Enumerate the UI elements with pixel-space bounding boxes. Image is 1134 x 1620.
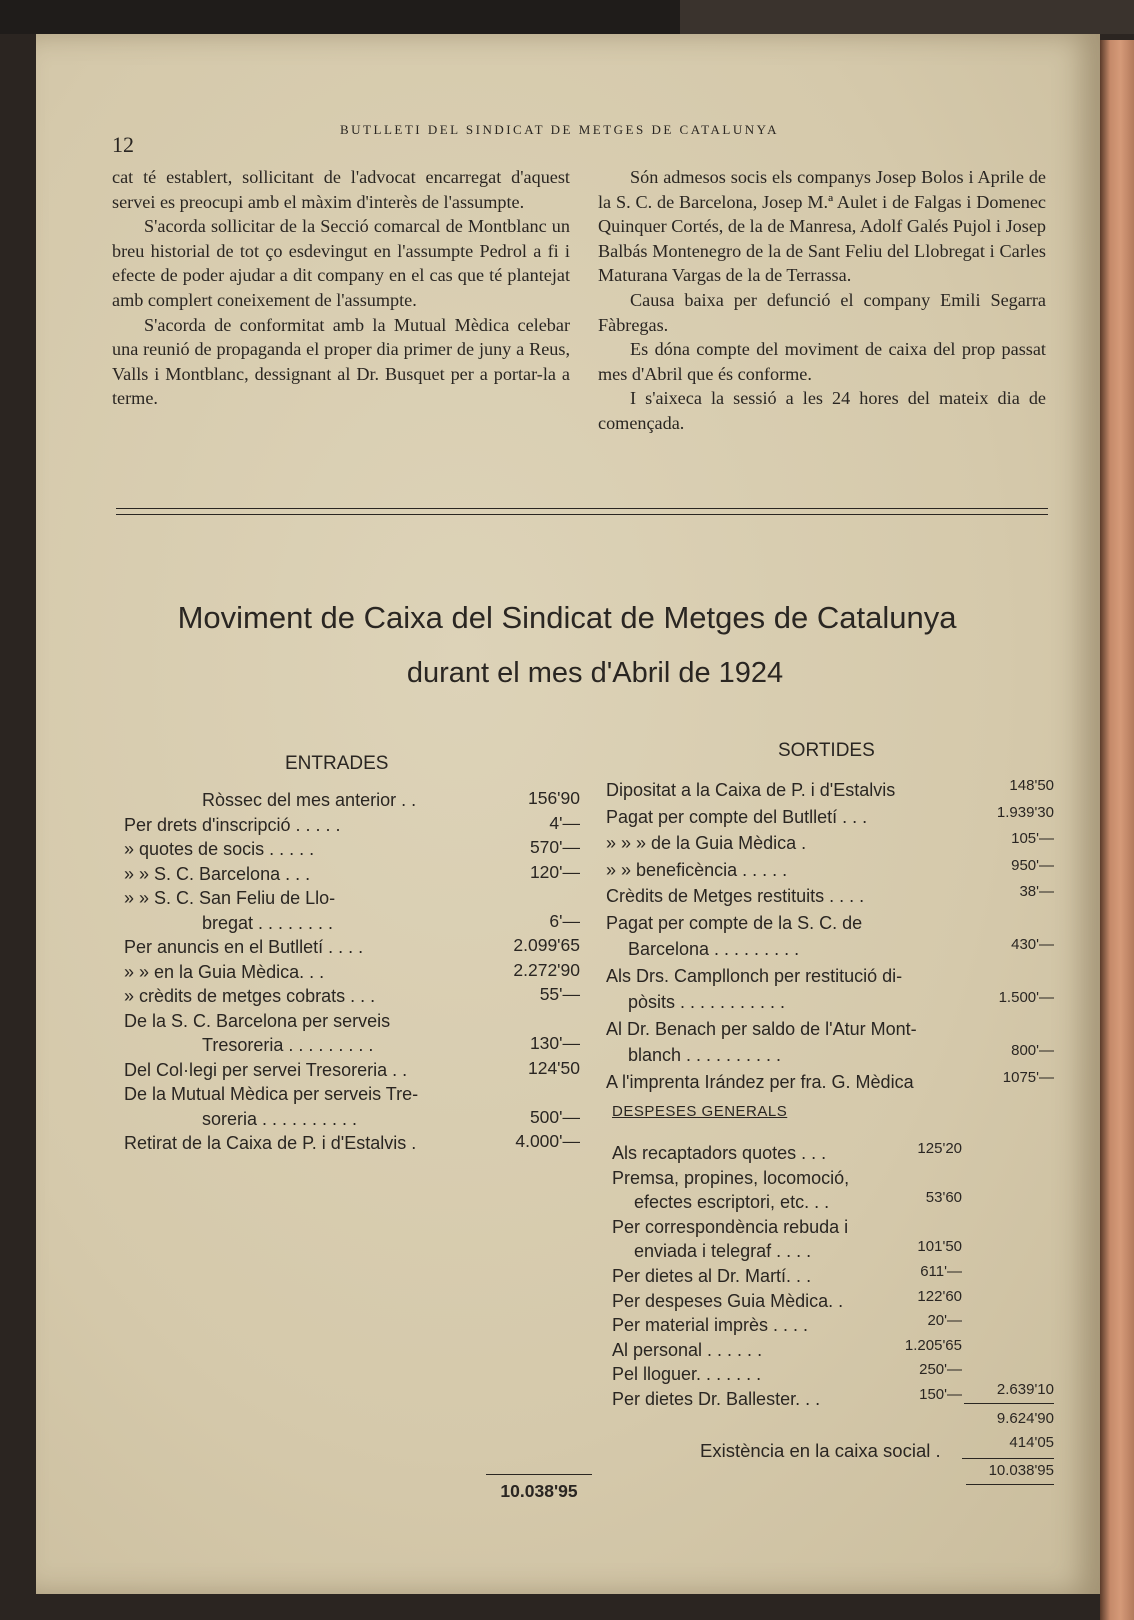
sortides-row-label: Als Drs. Campllonch per restitució di- xyxy=(606,965,903,986)
sortides-row-amount: 1.939'30 xyxy=(996,803,1054,821)
entrades-row-label: Del Col·legi per servei Tresoreria . . xyxy=(124,1059,408,1080)
right-text-column xyxy=(598,165,1046,436)
entrades-row-label: Tresoreria . . . . . . . . . xyxy=(202,1035,374,1055)
left-paragraph-3: S'acorda de conformitat amb la Mutual Mèdica celebar una reunió de propaganda el proper dia primer de juny a Reus, Valls i Montblanc, dessignant al Dr. Busquet per a portar-la a terme. xyxy=(112,314,570,409)
entrades-row-amount: 570'— xyxy=(529,837,580,857)
right-paragraph-2: Causa baixa per defunció el company Emili Segarra Fàbregas. xyxy=(598,289,1046,335)
page-number: 12 xyxy=(112,132,134,157)
book-spine xyxy=(1100,40,1134,1620)
despeses-row-label: enviada i telegraf . . . . xyxy=(634,1241,812,1262)
entrades-row-label: Per drets d'inscripció . . . . . xyxy=(124,814,341,835)
sortides-row-amount: 38'— xyxy=(1019,883,1054,900)
sortides-total: 10.038'95 xyxy=(988,1462,1054,1479)
divider-rule-bottom xyxy=(116,514,1048,515)
existencia-label: Existència en la caixa social . xyxy=(700,1440,941,1461)
despeses-row-amount: 101'50 xyxy=(917,1238,962,1256)
entrades-row-label: Per anuncis en el Butlletí . . . . xyxy=(124,937,364,957)
despeses-row-amount: 1.205'65 xyxy=(904,1336,962,1354)
sum-outputs: 9.624'90 xyxy=(996,1410,1054,1427)
despeses-row-amount: 250'— xyxy=(919,1361,962,1379)
sortides-heading: SORTIDES xyxy=(778,740,875,761)
entrades-row-label: De la Mutual Mèdica per serveis Tre- xyxy=(124,1084,419,1104)
entrades-row-amount: 2.272'90 xyxy=(513,959,580,980)
sortides-row-label: » » beneficència . . . . . xyxy=(606,859,788,880)
sortides-row-amount: 1.500'— xyxy=(998,989,1054,1006)
entrades-row-label: » » S. C. Barcelona . . . xyxy=(124,863,311,884)
sortides-row-label: pòsits . . . . . . . . . . . xyxy=(628,992,786,1012)
sortides-row-label: Barcelona . . . . . . . . . xyxy=(628,939,800,959)
sortides-row-label: A l'imprenta Irández per fra. G. Mèdica xyxy=(606,1071,914,1092)
right-paragraph-3: Es dóna compte del moviment de caixa del prop passat mes d'Abril que és conforme. xyxy=(598,339,1046,384)
sortides-row-amount: 950'— xyxy=(1011,856,1054,874)
entrades-row-amount: 2.099'65 xyxy=(513,935,580,955)
entrades-row-label: Retirat de la Caixa de P. i d'Estalvis . xyxy=(124,1133,417,1153)
sortides-row-label: blanch . . . . . . . . . . xyxy=(628,1045,782,1065)
left-paragraph-2: S'acorda sollicitar de la Secció comarcal de Montblanc un breu historial de tot ço esdevingut en l'assumpte Pedrol a fi i efecte de poder ajudar a dit company en el cas que té plantejat amb complert coneixement de l'assumpte. xyxy=(112,216,570,310)
despeses-row-label: Per dietes al Dr. Martí. . . xyxy=(612,1266,812,1286)
entrades-row-label: » crèdits de metges cobrats . . . xyxy=(124,986,376,1006)
despeses-row-label: Per correspondència rebuda i xyxy=(612,1216,849,1237)
entrades-row-label: De la S. C. Barcelona per serveis xyxy=(124,1010,391,1031)
entrades-row-amount: 120'— xyxy=(529,861,580,882)
entrades-row-label: bregat . . . . . . . . xyxy=(202,912,334,933)
entrades-row-label: » quotes de socis . . . . . xyxy=(124,839,315,859)
entrades-row-amount: 500'— xyxy=(529,1106,580,1127)
despeses-heading: DESPESES GENERALS xyxy=(612,1103,788,1120)
divider-rule-top xyxy=(116,508,1048,509)
entrades-row-amount: 55'— xyxy=(539,984,580,1004)
despeses-row-label: Premsa, propines, locomoció, xyxy=(612,1167,850,1188)
entrades-row-label: » » en la Guia Mèdica. . . xyxy=(124,961,325,982)
sortides-row-amount: 1075'— xyxy=(1002,1068,1054,1086)
entrades-row-amount: 6'— xyxy=(549,910,580,931)
despeses-row-label: Pel lloguer. . . . . . . xyxy=(612,1364,762,1385)
despeses-row-label: efectes escriptori, etc. . . xyxy=(634,1192,830,1213)
left-paragraph-1: cat té establert, sollicitant de l'advocat encarregat d'aquest servei es preocupi amb el màxim d'interès de l'assumpte. xyxy=(112,167,570,212)
sortides-row-label: Pagat per compte de la S. C. de xyxy=(606,912,863,933)
entrades-total: 10.038'95 xyxy=(500,1481,578,1501)
despeses-row-label: Per dietes Dr. Ballester. . . xyxy=(612,1389,821,1409)
entrades-row-label: Ròssec del mes anterior . . xyxy=(202,790,417,810)
report-title: Moviment de Caixa del Sindicat de Metges de Catalunya xyxy=(177,600,957,635)
grand-total-rule xyxy=(962,1458,1054,1459)
despeses-subtotal: 2.639'10 xyxy=(996,1381,1054,1398)
entrades-total-rule xyxy=(486,1474,592,1475)
scan-background-top xyxy=(0,0,1134,34)
subtotal-rule xyxy=(964,1403,1054,1404)
despeses-row-label: Per despeses Guia Mèdica. . xyxy=(612,1290,844,1311)
entrades-row-amount: 130'— xyxy=(529,1033,580,1053)
despeses-row-amount: 20'— xyxy=(927,1312,962,1330)
sortides-row-amount: 105'— xyxy=(1011,830,1054,847)
sortides-row-label: Dipositat a la Caixa de P. i d'Estalvis xyxy=(606,780,896,800)
entrades-row-label: soreria . . . . . . . . . . xyxy=(202,1108,358,1129)
existencia-amount: 414'05 xyxy=(1009,1434,1054,1451)
right-paragraph-4: I s'aixeca la sessió a les 24 hores del mateix dia de començada. xyxy=(598,388,1046,433)
sortides-row-amount: 800'— xyxy=(1011,1042,1054,1059)
sortides-row-label: » » » de la Guia Mèdica . xyxy=(606,833,807,853)
despeses-row-amount: 150'— xyxy=(919,1386,962,1403)
sortides-row-label: Pagat per compte del Butlletí . . . xyxy=(606,806,868,827)
sortides-row-label: Crèdits de Metges restituits . . . . xyxy=(606,886,865,906)
entrades-row-label: » » S. C. San Feliu de Llo- xyxy=(124,888,336,908)
entrades-heading: ENTRADES xyxy=(285,753,389,774)
despeses-row-amount: 122'60 xyxy=(917,1287,962,1305)
despeses-row-label: Als recaptadors quotes . . . xyxy=(612,1143,827,1163)
despeses-row-label: Al personal . . . . . . xyxy=(612,1339,763,1360)
despeses-row-amount: 611'— xyxy=(920,1263,962,1280)
sortides-row-label: Al Dr. Benach per saldo de l'Atur Mont- xyxy=(606,1018,917,1039)
entrades-row-amount: 4.000'— xyxy=(515,1131,580,1151)
running-title: BUTLLETI DEL SINDICAT DE METGES DE CATALUNYA xyxy=(340,122,779,137)
scan-background-edge xyxy=(680,0,1134,34)
left-text-column xyxy=(112,165,570,411)
despeses-row-amount: 53'60 xyxy=(925,1189,962,1207)
right-paragraph-1: Són admesos socis els companys Josep Bolos i Aprile de la S. C. de Barcelona, Josep M.ª Aulet i de Falgas i Domenec Quinquer Cortés, de la de Manresa, Adolf Galés Pujol i Josep Balbás Montenegro de la de Sant Feliu del Llobregat i Carles Maturana Vargas de la de Terrassa. xyxy=(598,167,1046,286)
sortides-row-amount: 148'50 xyxy=(1009,777,1054,794)
report-subtitle: durant el mes d'Abril de 1924 xyxy=(406,657,784,689)
entrades-row-amount: 156'90 xyxy=(527,788,580,808)
despeses-row-label: Per material imprès . . . . xyxy=(612,1315,809,1336)
sortides-row-amount: 430'— xyxy=(1011,936,1054,953)
entrades-row-amount: 124'50 xyxy=(527,1057,580,1078)
grand-total-underline xyxy=(966,1484,1054,1485)
entrades-row-amount: 4'— xyxy=(549,812,580,833)
despeses-row-amount: 125'20 xyxy=(917,1140,962,1157)
